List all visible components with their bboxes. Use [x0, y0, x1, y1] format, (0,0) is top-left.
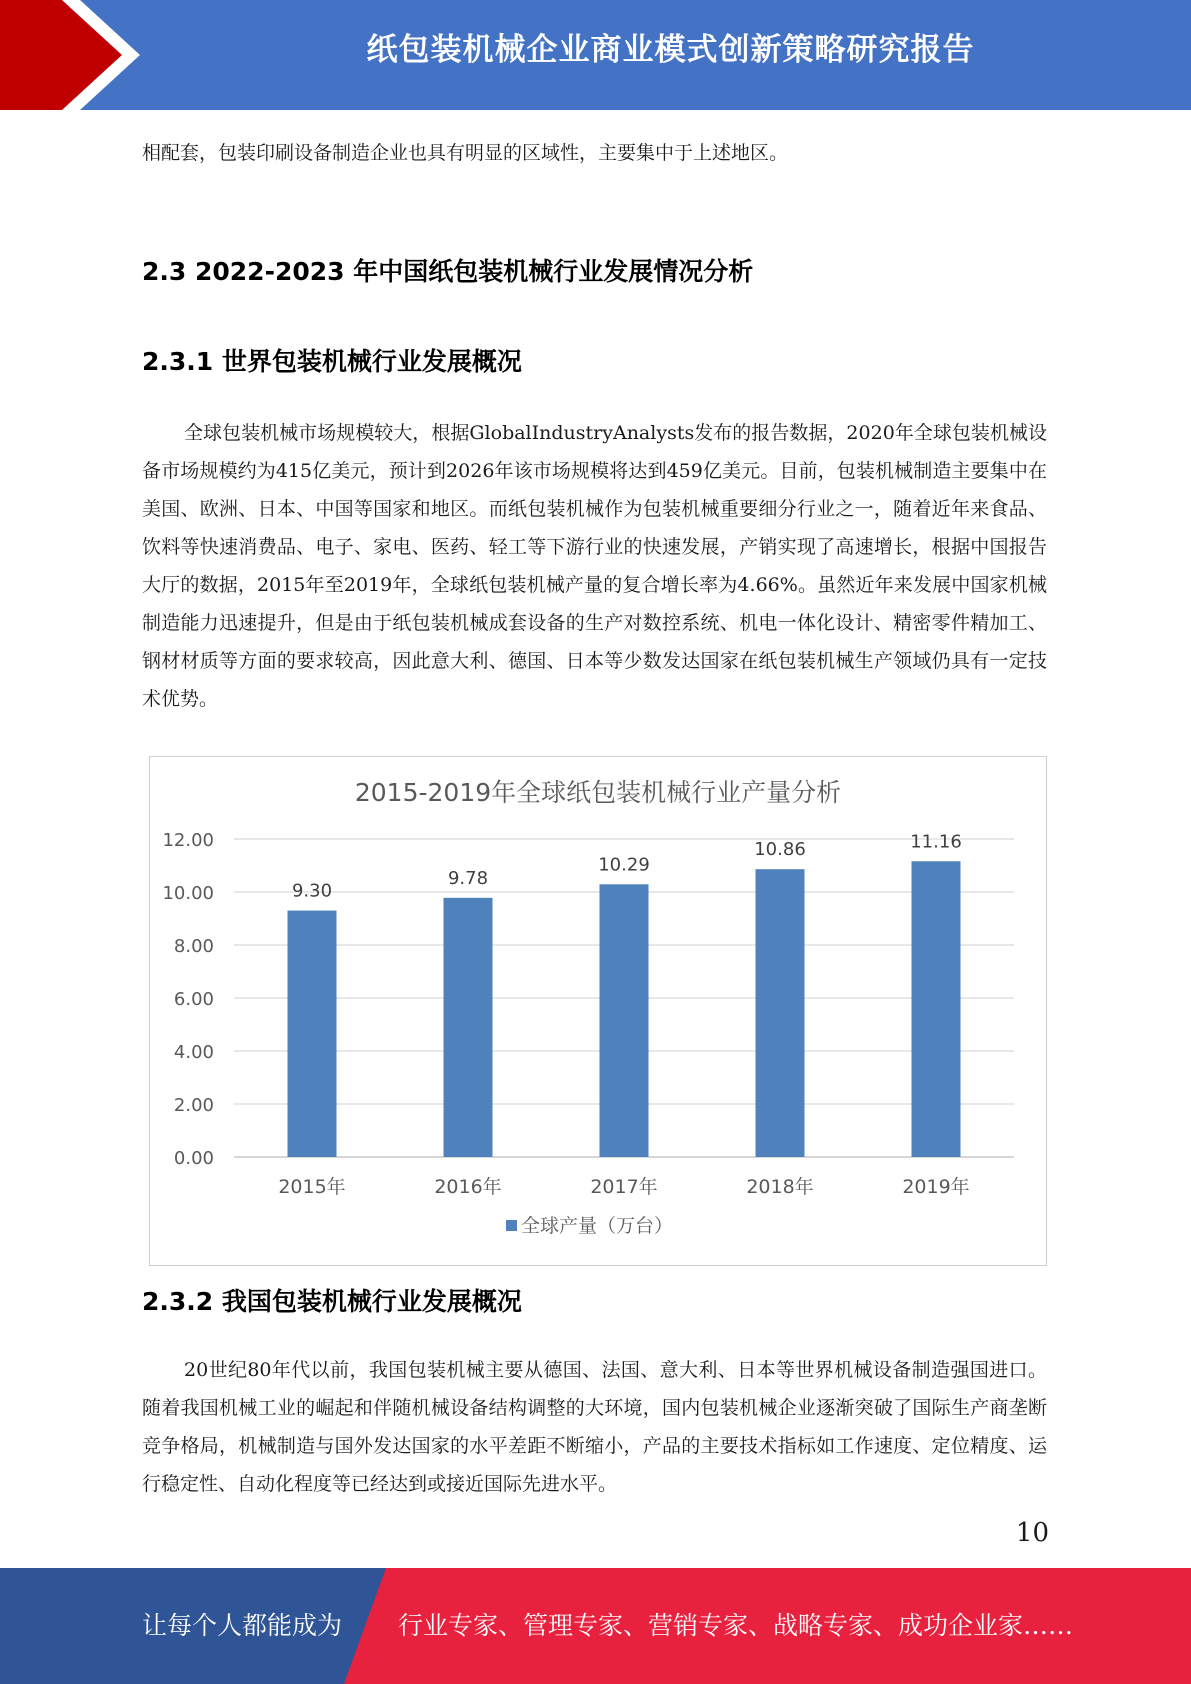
section-2-3-2-body	[142, 1351, 1047, 1503]
y-tick-label: 10.00	[162, 883, 214, 904]
section-2-3-heading: 2.3 2022-2023 年中国纸包装机械行业发展情况分析	[142, 257, 754, 286]
legend-label: 全球产量（万台）	[521, 1215, 674, 1237]
x-tick-label: 2019年	[902, 1176, 970, 1198]
chart-canvas	[150, 757, 1046, 1265]
bar	[444, 898, 493, 1157]
chart-legend	[506, 1215, 673, 1237]
bar	[756, 869, 805, 1157]
page-number: 10	[1015, 1518, 1049, 1548]
page-header-banner	[0, 0, 1191, 110]
bar-data-label: 10.29	[598, 854, 650, 876]
chart-x-axis-ticks	[278, 1176, 969, 1198]
footer-slogan-left: 让每个人都能成为	[142, 1611, 343, 1640]
bar	[288, 911, 337, 1157]
y-tick-label: 4.00	[173, 1042, 214, 1063]
page-footer-banner	[0, 1568, 1191, 1684]
x-tick-label: 2016年	[434, 1176, 502, 1198]
section-2-3-1-paragraph: 全球包装机械市场规模较大，根据GlobalIndustryAnalysts发布的报告数据，2020年全球包装机械设备市场规模约为415亿美元，预计到2026年该市场规模将达到459亿美元。目前，包装机械制造主要集中在美国、欧洲、日本、中国等国家和地区。而纸包装机械作为包装机械重要细分行业之一，随着近年来食品、饮料等快速消费品、电子、家电、医药、轻工等下游行业的快速发展，产销实现了高速增长，根据中国报告大厅的数据，2015年至2019年，全球纸包装机械产量的复合增长率为4.66%。虽然近年来发展中国家机械制造能力迅速提升，但是由于纸包装机械成套设备的生产对数控系统、机电一体化设计、精密零件精加工、钢材材质等方面的要求较高，因此意大利、德国、日本等少数发达国家在纸包装机械生产领域仍具有一定技术优势。	[142, 422, 1047, 710]
y-tick-label: 6.00	[173, 989, 214, 1010]
intro-continuation	[142, 134, 1047, 172]
chart-bars	[288, 861, 961, 1157]
section-2-3-2-paragraph: 20世纪80年代以前，我国包装机械主要从德国、法国、意大利、日本等世界机械设备制造强国进口。随着我国机械工业的崛起和伴随机械设备结构调整的大环境，国内包装机械企业逐渐突破了国际生产商垄断竞争格局，机械制造与国外发达国家的水平差距不断缩小，产品的主要技术指标如工作速度、定位精度、运行稳定性、自动化程度等已经达到或接近国际先进水平。	[142, 1359, 1047, 1495]
header-red-arrow-decoration	[0, 0, 150, 110]
bar	[912, 861, 961, 1157]
bar-data-label: 9.30	[291, 880, 333, 902]
report-title: 纸包装机械企业商业模式创新策略研究报告	[366, 32, 975, 68]
section-2-3-1-heading: 2.3.1 世界包装机械行业发展概况	[142, 347, 522, 376]
legend-swatch	[506, 1220, 517, 1231]
footer-slogan-right: 行业专家、管理专家、营销专家、战略专家、成功企业家……	[398, 1611, 1074, 1640]
bar-data-label: 11.16	[910, 831, 962, 853]
bar	[600, 884, 649, 1157]
x-tick-label: 2017年	[590, 1176, 658, 1198]
section-2-3-1-body	[142, 414, 1047, 718]
chart-title: 2015-2019年全球纸包装机械行业产量分析	[354, 778, 842, 807]
y-tick-label: 0.00	[173, 1148, 214, 1169]
x-tick-label: 2015年	[278, 1176, 346, 1198]
chart-y-axis-ticks	[162, 830, 214, 1169]
y-tick-label: 12.00	[162, 830, 214, 851]
intro-line: 相配套，包装印刷设备制造企业也具有明显的区域性，主要集中于上述地区。	[142, 142, 789, 164]
bar-data-label: 10.86	[754, 839, 806, 861]
x-tick-label: 2018年	[746, 1176, 814, 1198]
production-bar-chart	[149, 756, 1047, 1266]
section-2-3-2-heading: 2.3.2 我国包装机械行业发展概况	[142, 1287, 522, 1316]
y-tick-label: 2.00	[173, 1095, 214, 1116]
bar-data-label: 9.78	[447, 867, 489, 889]
y-tick-label: 8.00	[173, 936, 214, 957]
